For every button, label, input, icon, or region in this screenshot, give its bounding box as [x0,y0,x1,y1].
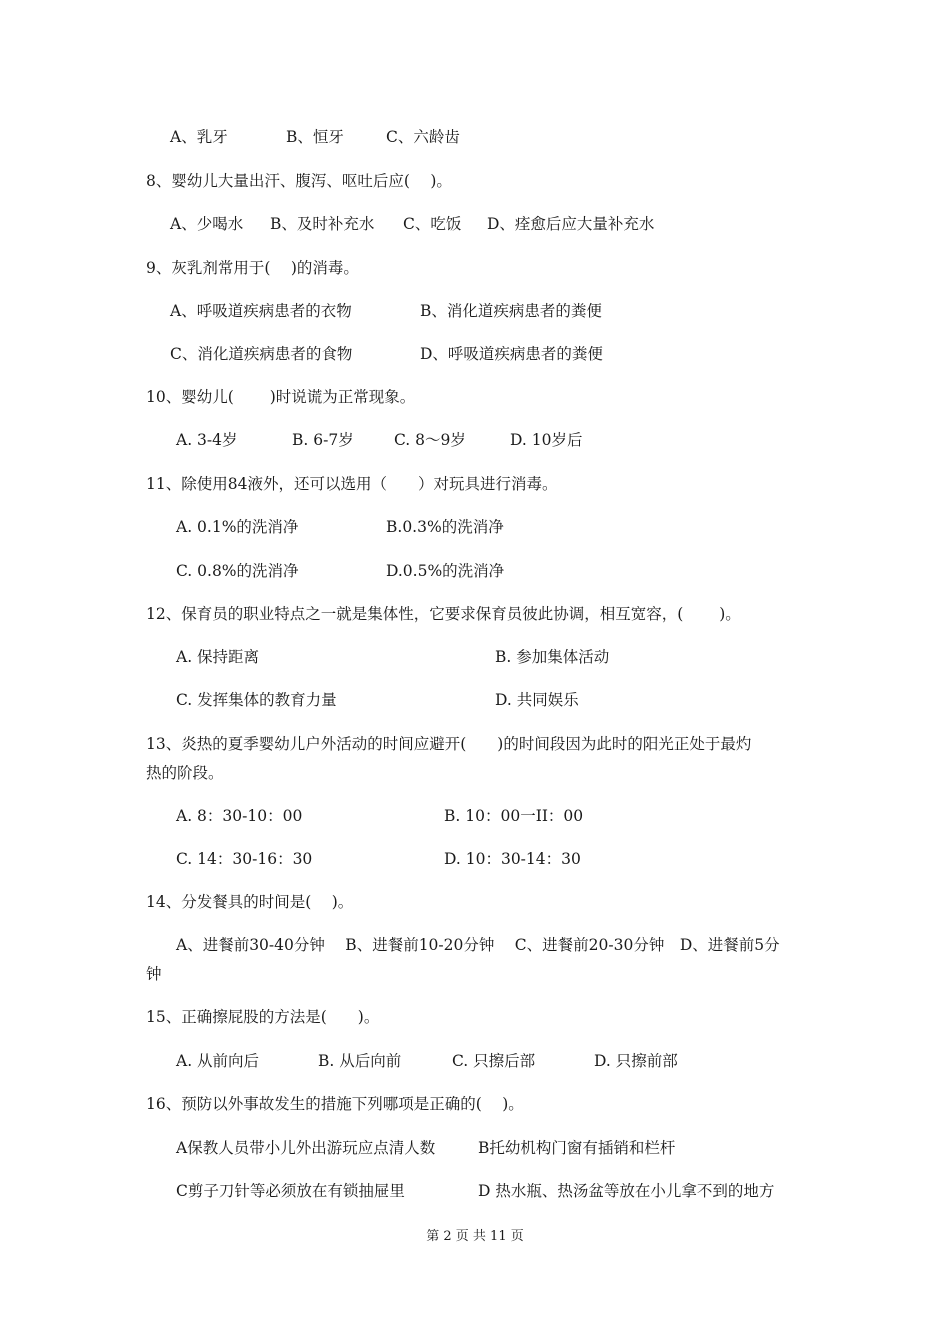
q14-stem: 14、分发餐具的时间是( )。 [146,893,354,911]
q9-stem: 9、灰乳剂常用于( )的消毒。 [146,259,359,277]
q16-option-d: D 热水瓶、热汤盆等放在小儿拿不到的地方 [478,1182,775,1200]
q13-option-c: C. 14：30-16：30 [176,850,313,868]
q8-option-a: A、少喝水 [170,215,244,233]
q16-option-c: C剪子刀针等必须放在有锁抽屉里 [176,1182,405,1200]
q12-option-a: A. 保持距离 [176,648,260,666]
q15-option-c: C. 只擦后部 [452,1052,536,1070]
q13-stem-line1: 13、炎热的夏季婴幼儿户外活动的时间应避开( )的时间段因为此时的阳光正处于最灼 [146,735,752,753]
q11-option-a: A. 0.1%的洗消净 [176,518,299,536]
q14-options-line1: A、进餐前30-40分钟 B、进餐前10-20分钟 C、进餐前20-30分钟 D、进餐前5分 [176,936,780,954]
q10-option-b: B. 6-7岁 [292,431,354,449]
q8-stem: 8、婴幼儿大量出汗、腹泻、呕吐后应( )。 [146,172,452,190]
q8-option-b: B、及时补充水 [270,215,375,233]
q7-option-a: A、乳牙 [170,128,228,146]
q8-option-d: D、痊愈后应大量补充水 [487,215,655,233]
q12-option-c: C. 发挥集体的教育力量 [176,691,337,709]
q9-option-a: A、呼吸道疾病患者的衣物 [170,302,352,320]
q9-option-b: B、消化道疾病患者的粪便 [420,302,602,320]
q8-option-c: C、吃饭 [403,215,462,233]
q11-option-b: B.0.3%的洗消净 [386,518,504,536]
q9-option-c: C、消化道疾病患者的食物 [170,345,353,363]
q10-stem: 10、婴幼儿( )时说谎为正常现象。 [146,388,416,406]
q10-option-a: A. 3-4岁 [176,431,238,449]
q7-option-c: C、六龄齿 [386,128,460,146]
page-footer: 第 2 页 共 11 页 [426,1229,524,1244]
q11-stem: 11、除使用84液外，还可以选用（ ）对玩具进行消毒。 [146,475,558,493]
q11-option-d: D.0.5%的洗消净 [386,562,505,580]
q12-stem: 12、保育员的职业特点之一就是集体性，它要求保育员彼此协调，相互宽容，( )。 [146,605,741,623]
q16-option-a: A保教人员带小儿外出游玩应点清人数 [176,1139,436,1157]
q10-option-c: C. 8～9岁 [394,431,466,449]
q13-option-b: B. 10：00一II：00 [444,807,584,825]
q13-option-a: A. 8：30-10：00 [176,807,303,825]
q15-stem: 15、正确擦屁股的方法是( )。 [146,1008,380,1026]
q12-option-b: B. 参加集体活动 [495,648,610,666]
q15-option-d: D. 只擦前部 [594,1052,678,1070]
q15-option-a: A. 从前向后 [176,1052,260,1070]
q12-option-d: D. 共同娱乐 [495,691,579,709]
q13-option-d: D. 10：30-14：30 [444,850,581,868]
q13-stem-line2: 热的阶段。 [146,764,224,782]
q7-option-b: B、恒牙 [286,128,344,146]
q10-option-d: D. 10岁后 [510,431,583,449]
q16-stem: 16、预防以外事故发生的措施下列哪项是正确的( )。 [146,1095,524,1113]
q16-option-b: B托幼机构门窗有插销和栏杆 [478,1139,676,1157]
q11-option-c: C. 0.8%的洗消净 [176,562,299,580]
q14-options-line2: 钟 [146,965,162,983]
q9-option-d: D、呼吸道疾病患者的粪便 [420,345,603,363]
q15-option-b: B. 从后向前 [318,1052,402,1070]
